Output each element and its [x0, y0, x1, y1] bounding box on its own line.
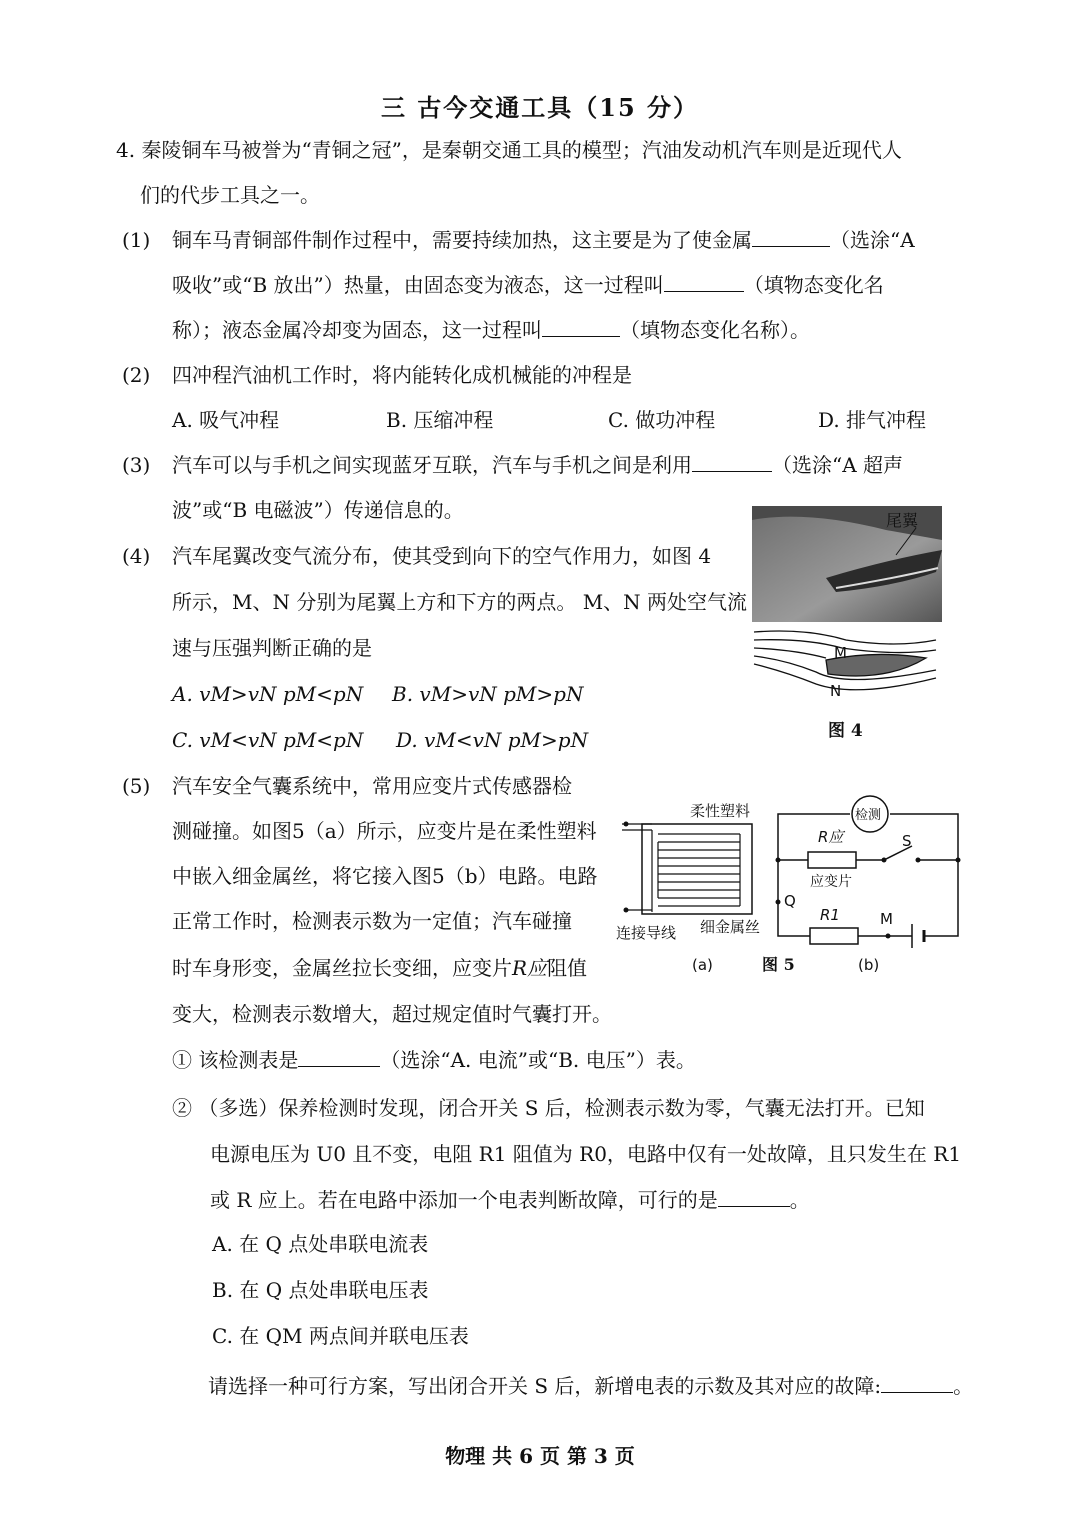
q4-p5-sub2-option-c[interactable]: C. 在 QM 两点间并联电压表	[212, 1324, 469, 1348]
page-footer: 物理 共 6 页 第 3 页	[445, 1444, 635, 1468]
q4-p1-line3: 称）；液态金属冷却变为固态，这一过程叫 （填物态变化名称）。	[172, 318, 810, 342]
point-m-circuit-label: M	[880, 910, 893, 928]
answer-blank[interactable]	[664, 273, 744, 292]
q4-p5-sub2-option-a[interactable]: A. 在 Q 点处串联电流表	[212, 1232, 429, 1256]
strain-resistor	[808, 852, 856, 868]
q4-p2-option-a[interactable]: A. 吸气冲程	[172, 408, 280, 432]
r-strain-label: R应	[818, 828, 844, 846]
answer-blank[interactable]	[692, 453, 772, 472]
q4-p3-line1: 汽车可以与手机之间实现蓝牙互联，汽车与手机之间是利用 （选涂“A 超声	[172, 453, 904, 477]
q4-p4-option-c[interactable]: C. vM<vN pM<pN	[172, 728, 364, 752]
point-m-label: M	[834, 644, 847, 662]
q4-p1-line1: 铜车马青铜部件制作过程中，需要持续加热，这主要是为了使金属 （选涂“A	[172, 228, 915, 252]
q4-p5-line2: 测碰撞。如图5（a）所示，应变片是在柔性塑料	[172, 819, 597, 843]
switch-s-label: S	[902, 832, 912, 850]
q4-p5-sub2-line3: 或 R 应上。若在电路中添加一个电表判断故障，可行的是 。	[210, 1188, 810, 1212]
point-q-dot	[776, 900, 781, 905]
q4-p1-num: (1)	[122, 228, 151, 252]
q4-intro-line2: 们的代步工具之一。	[140, 183, 320, 207]
figure-5-caption: 图 5	[762, 955, 795, 974]
q4-p4-line3: 速与压强判断正确的是	[172, 636, 372, 660]
section-title: 三 古今交通工具（15 分）	[380, 93, 700, 122]
q4-p5-sub2-line2: 电源电压为 U0 且不变，电阻 R1 阻值为 R0，电路中仅有一处故障，且只发生在 R1	[210, 1142, 962, 1166]
q4-p5-sub2-line1: ② （多选）保养检测时发现，闭合开关 S 后，检测表示数为零，气囊无法打开。已知	[172, 1096, 925, 1120]
q4-p4-num: (4)	[122, 544, 151, 568]
figure-5a-caption: (a)	[692, 956, 713, 974]
lead-terminal-top	[624, 822, 629, 827]
q4-p4-option-a[interactable]: A. vM>vN pM<pN	[172, 682, 364, 706]
point-n-label: N	[830, 682, 842, 700]
q4-p1-line2: 吸收”或“B 放出”）热量，由固态变为液态，这一过程叫 （填物态变化名	[172, 273, 884, 297]
q4-intro-line1: 4. 秦陵铜车马被誉为“青铜之冠”，是秦朝交通工具的模型；汽油发动机汽车则是近现代人	[116, 138, 902, 162]
q4-p5-sub1: ① 该检测表是 （选涂“A. 电流”或“B. 电压”）表。	[172, 1048, 696, 1072]
spoiler-label: 尾翼	[886, 511, 919, 530]
q4-p4-option-b[interactable]: B. vM>vN pM>pN	[392, 682, 584, 706]
figure-5b-caption: (b)	[858, 956, 880, 974]
q4-p3-line2: 波”或“B 电磁波”）传递信息的。	[172, 498, 464, 522]
q4-p4-line1: 汽车尾翼改变气流分布，使其受到向下的空气作用力，如图 4	[172, 544, 712, 568]
answer-blank[interactable]	[542, 318, 620, 337]
figure-4	[746, 500, 946, 740]
point-q-label: Q	[784, 892, 796, 910]
q4-p2-option-c[interactable]: C. 做功冲程	[608, 408, 716, 432]
q4-p5-sub2-option-b[interactable]: B. 在 Q 点处串联电压表	[212, 1278, 429, 1302]
q4-p2-option-b[interactable]: B. 压缩冲程	[386, 408, 494, 432]
figure-5	[612, 794, 974, 984]
q4-p5-num: (5)	[122, 774, 151, 798]
q4-p2-option-d[interactable]: D. 排气冲程	[818, 408, 927, 432]
figure-4-caption: 图 4	[828, 721, 863, 740]
metal-wire-label: 细金属丝	[700, 918, 761, 936]
q4-p3-num: (3)	[122, 453, 151, 477]
q4-p5-line5: 时车身形变，金属丝拉长变细，应变片R应阻值	[172, 956, 588, 980]
q4-p4-line2: 所示，M、N 分别为尾翼上方和下方的两点。 M、N 两处空气流	[172, 590, 748, 614]
point-m-dot	[886, 934, 891, 939]
flexible-plastic-label: 柔性塑料	[690, 802, 751, 820]
answer-blank[interactable]	[718, 1188, 790, 1207]
answer-blank[interactable]	[881, 1374, 953, 1393]
q4-p5-line4: 正常工作时，检测表示数为一定值；汽车碰撞	[172, 909, 572, 933]
q4-p4-option-d[interactable]: D. vM<vN pM>pN	[396, 728, 589, 752]
q4-p5-line6: 变大，检测表示数增大，超过规定值时气囊打开。	[172, 1002, 612, 1026]
answer-blank[interactable]	[752, 228, 830, 247]
q4-p5-line3: 中嵌入细金属丝，将它接入图5（b）电路。电路	[172, 864, 598, 888]
q4-p5-line1: 汽车安全气囊系统中，常用应变片式传感器检	[172, 774, 572, 798]
lead-wire-label: 连接导线	[616, 924, 677, 942]
answer-blank[interactable]	[298, 1048, 380, 1067]
resistor-r1	[810, 928, 858, 944]
r1-label: R1	[820, 906, 840, 924]
strain-gauge-label: 应变片	[810, 874, 852, 890]
detector-label: 检测	[855, 808, 882, 823]
q4-p2-stem: 四冲程汽油机工作时，将内能转化成机械能的冲程是	[172, 363, 632, 387]
q4-p2-num: (2)	[122, 363, 151, 387]
q4-p5-final: 请选择一种可行方案，写出闭合开关 S 后，新增电表的示数及其对应的故障: 。	[208, 1374, 974, 1398]
